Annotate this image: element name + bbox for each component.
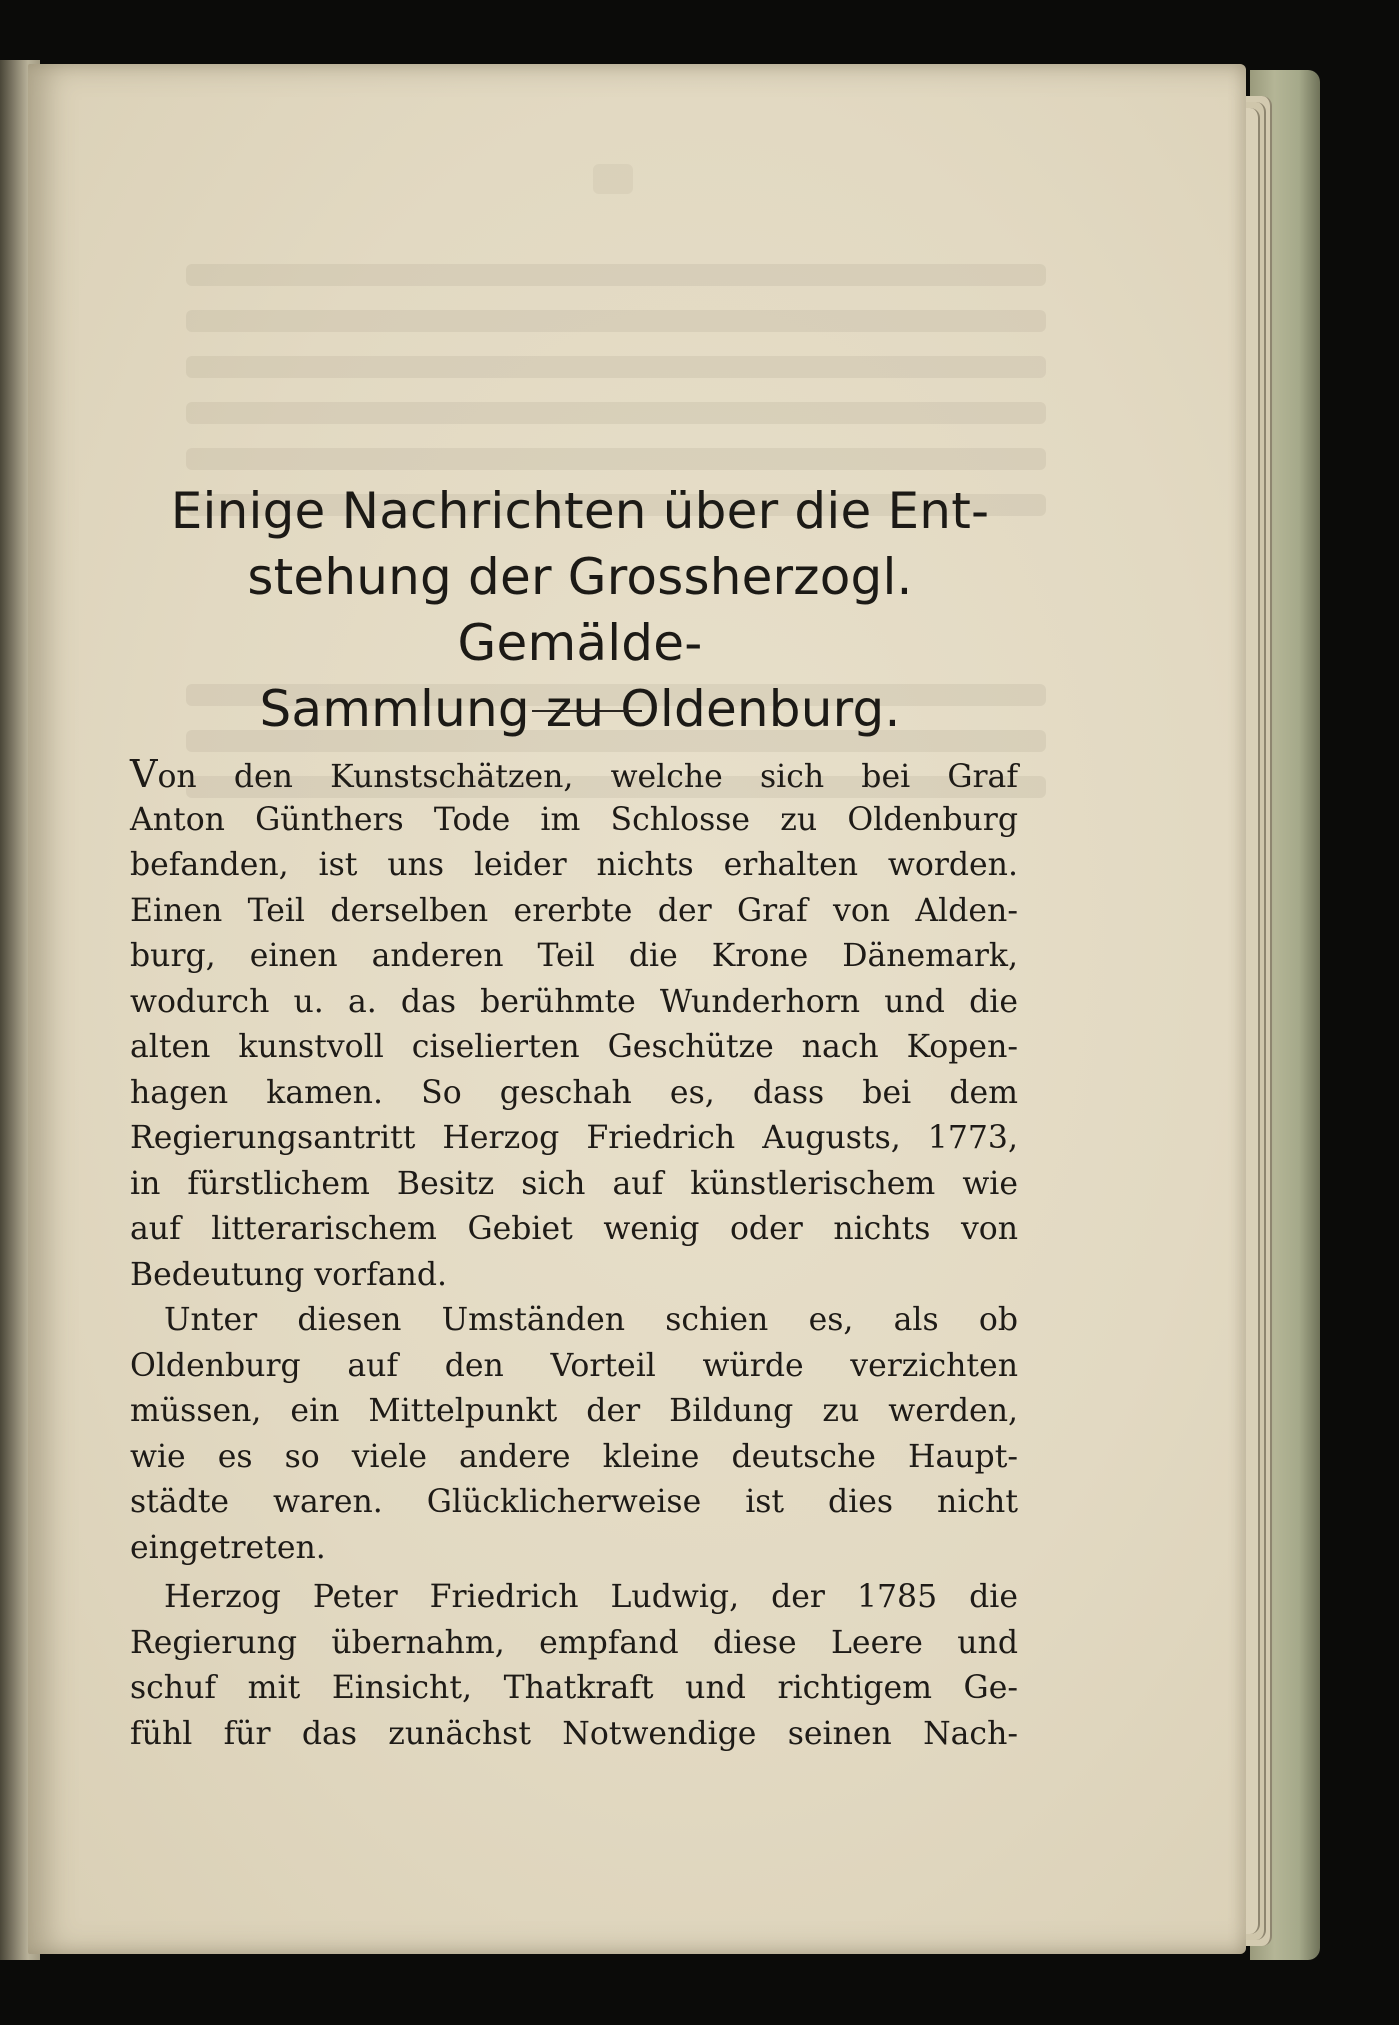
text-line: wie es so viele andere kleine deutsche Haupt- <box>130 1438 1018 1475</box>
text-line: eingetreten. <box>130 1529 326 1566</box>
text-line: fühl für das zunächst Notwendige seinen Nach- <box>130 1715 1018 1752</box>
show-through-line <box>186 448 1046 470</box>
text-line: alten kunstvoll ciselierten Geschütze nach Kopen- <box>130 1029 1018 1065</box>
text-line: Bedeutung vorfand. <box>130 1256 448 1293</box>
text-line: hagen kamen. So geschah es, dass bei dem <box>130 1074 1018 1111</box>
heading-line: Einige Nachrichten über die Ent- <box>170 482 990 540</box>
show-through-line <box>186 402 1046 424</box>
text-line: befanden, ist uns leider nichts erhalten worden. <box>130 847 1018 883</box>
text-line: in fürstlichem Besitz sich auf künstlerischem wie <box>130 1165 1018 1202</box>
text-line: schuf mit Einsicht, Thatkraft und richtigem Ge- <box>130 1670 1018 1706</box>
text-line: burg, einen anderen Teil die Krone Dänemark, <box>130 938 1018 974</box>
text-line: Von den Kunstschätzen, welche sich bei Graf <box>130 752 1018 796</box>
chapter-heading <box>120 478 1040 742</box>
text-line: städte waren. Glücklicherweise ist dies nicht <box>130 1484 1018 1520</box>
text-line: Einen Teil derselben ererbte der Graf von Alden- <box>130 892 1018 929</box>
initial-letter: V <box>130 752 158 796</box>
text-line: auf litterarischem Gebiet wenig oder nichts von <box>130 1211 1018 1247</box>
text-line: wodurch u. a. das berühmte Wunderhorn und die <box>130 983 1018 1020</box>
text-line: Regierungsantritt Herzog Friedrich Augusts, 1773, <box>130 1120 1018 1156</box>
text-line: Oldenburg auf den Vorteil würde verzichten <box>130 1347 1018 1384</box>
show-through-line <box>186 264 1046 286</box>
text-line: Anton Günthers Tode im Schlosse zu Oldenburg <box>130 801 1018 838</box>
heading-divider <box>532 710 642 712</box>
text-line: müssen, ein Mittelpunkt der Bildung zu werden, <box>130 1393 1018 1429</box>
text-line: Regierung übernahm, empfand diese Leere und <box>130 1624 1018 1661</box>
show-through-line <box>186 356 1046 378</box>
show-through-page-number <box>593 164 633 194</box>
text-line: Herzog Peter Friedrich Ludwig, der 1785 die <box>164 1579 1018 1615</box>
show-through-line <box>186 310 1046 332</box>
body-text <box>130 752 1018 1757</box>
heading-line: Sammlung zu Oldenburg. <box>259 680 901 738</box>
text-line: Unter diesen Umständen schien es, als ob <box>164 1302 1018 1338</box>
heading-line: stehung der Grossherzogl. Gemälde- <box>247 548 913 672</box>
